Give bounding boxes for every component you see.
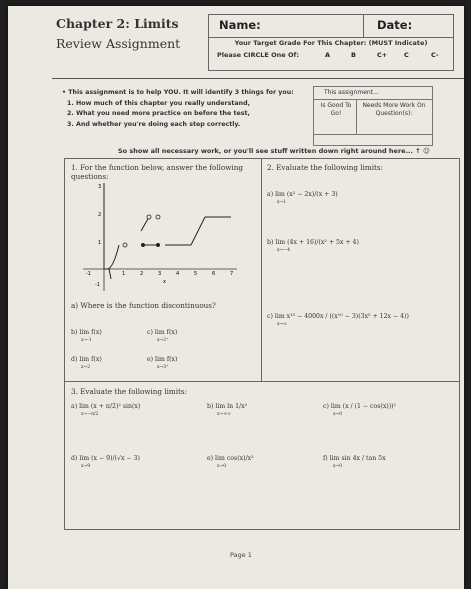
intro-item: 2. What you need more practice on before the test,	[76, 109, 294, 120]
show-work-note: So show all necessary work, or you'll see stuff written down right around here... ↑ ☺	[118, 147, 430, 155]
x-tick-label: 2	[140, 271, 144, 277]
q1-part-d: d) lim f(x) x→2	[71, 356, 102, 370]
grade-option: C	[404, 51, 409, 59]
x-tick-label: 1	[122, 271, 126, 277]
q2-part-a: a) lim (x² − 2x)/(x + 3) x→1	[267, 191, 338, 205]
q1-part-c: c) lim f(x) x→2⁺	[147, 329, 178, 343]
q3-prompt: 3. Evaluate the following limits:	[71, 387, 188, 396]
chapter-title: Chapter 2: Limits	[56, 16, 179, 31]
grade-option: B	[351, 51, 356, 59]
intro-text	[62, 88, 294, 130]
assignment-subtitle: Review Assignment	[56, 36, 181, 51]
q2-prompt: 2. Evaluate the following limits:	[267, 163, 384, 172]
y-tick-label: 2	[98, 212, 102, 218]
x-tick-label: 5	[194, 271, 198, 277]
q1-part-a: a) Where is the function discontinuous?	[71, 301, 216, 310]
q3-part-a: a) lim (x + π/2)² sin(x) x→−π/2	[71, 403, 141, 417]
open-point	[123, 243, 127, 247]
grade-title: Your Target Grade For This Chapter: (MUST Indicate)	[234, 39, 428, 47]
y-tick-label: -1	[95, 282, 100, 288]
grade-option: A	[325, 51, 331, 59]
q1-part-b: b) lim f(x) x→-1	[71, 329, 102, 343]
piecewise-graph	[83, 183, 243, 293]
x-tick-label: 3	[158, 271, 162, 277]
x-tick-label: 6	[212, 271, 216, 277]
assessment-title: This assignment...	[314, 87, 432, 100]
target-grade-box	[208, 36, 454, 71]
x-tick-label: 7	[230, 271, 234, 277]
closed-point	[156, 243, 160, 247]
needs-work-cell: Needs More Work On Question(s):	[362, 102, 426, 117]
intro-item: 3. And whether you're doing each step correctly.	[76, 120, 294, 131]
graph-segment	[109, 269, 111, 279]
intro-lead: • This assignment is to help YOU. It will identify 3 things for you:	[62, 89, 294, 96]
q3-part-c: c) lim (x / (1 − cos(x)))² x→0	[323, 403, 397, 417]
x-tick-label: 4	[176, 271, 180, 277]
graph-curve-left	[104, 183, 119, 269]
grade-option: C+	[377, 51, 388, 59]
grade-instruction: Please CIRCLE One Of:	[217, 51, 299, 59]
graph-segment	[141, 217, 149, 231]
divider	[52, 78, 464, 79]
open-point	[147, 215, 151, 219]
q3-part-b: b) lim ln 1/x² x→+∞	[207, 403, 248, 417]
intro-item: 1. How much of this chapter you really understand,	[76, 99, 294, 110]
x-tick-label: -1	[86, 271, 91, 277]
name-label: Name:	[219, 18, 261, 32]
worksheet-page	[8, 6, 464, 589]
q2-part-b: b) lim (4x + 16)/(x² + 5x + 4) x→−4	[267, 239, 359, 253]
divider	[363, 15, 364, 37]
x-axis-label: x	[163, 279, 166, 285]
question-grid	[64, 158, 460, 530]
q1-prompt: 1. For the function below, answer the following questions:	[71, 163, 243, 181]
good-to-go-cell: Is Good To Go!	[320, 102, 352, 117]
q3-part-f: f) lim sin 4x / tan 5x x→0	[323, 455, 386, 469]
date-label: Date:	[377, 18, 413, 32]
grade-option: C-	[431, 51, 439, 59]
y-tick-label: 1	[98, 240, 102, 246]
q3-part-e: e) lim cos(x)/x² x→0	[207, 455, 254, 469]
open-point	[156, 215, 160, 219]
page-number: Page 1	[230, 551, 252, 559]
q3-part-d: d) lim (x − 9)/(√x − 3) x→9	[71, 455, 140, 469]
q1-part-e: e) lim f(x) x→3⁺	[147, 356, 178, 370]
assessment-table	[313, 86, 433, 146]
name-date-box	[208, 14, 454, 38]
graph-segment	[191, 217, 205, 245]
y-tick-label: 3	[98, 184, 102, 190]
q2-part-c: c) lim x¹⁵ − 4000x / ((x¹⁰ − 3)(3x⁵ + 12x − 4)) x→∞	[267, 313, 409, 327]
